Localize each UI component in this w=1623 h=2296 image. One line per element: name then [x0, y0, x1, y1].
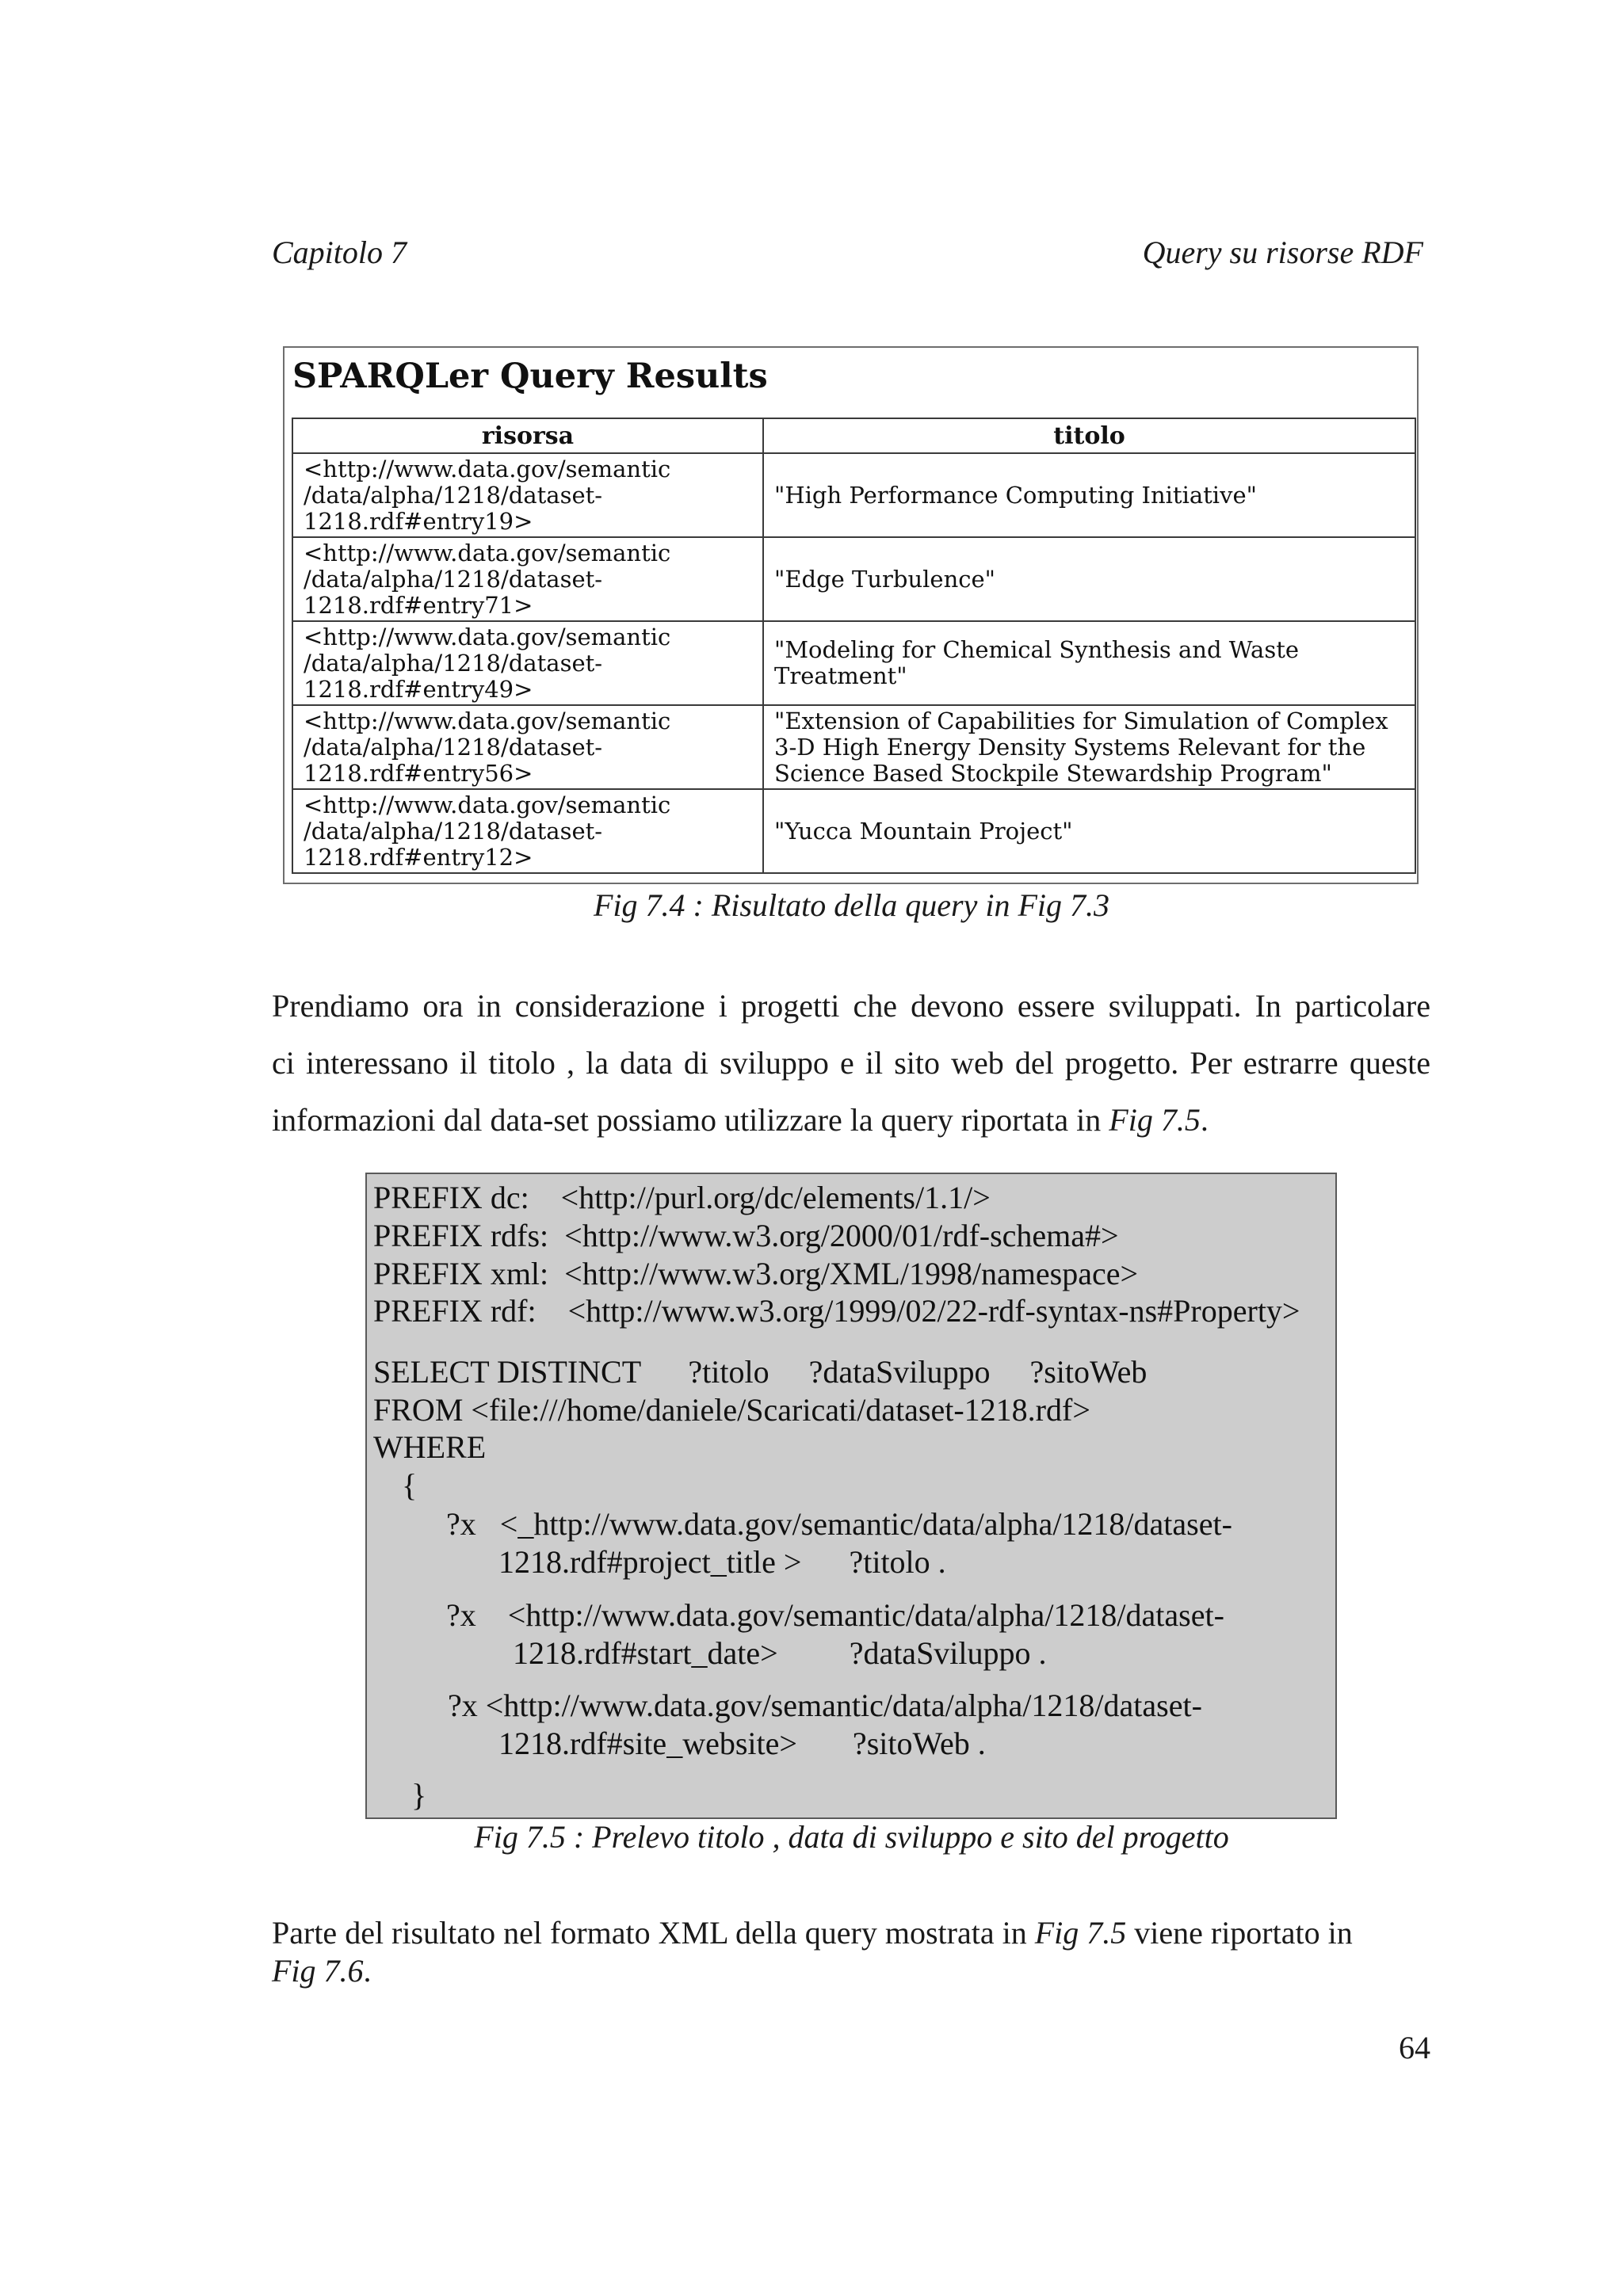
column-header-risorsa: risorsa: [292, 418, 763, 453]
running-header-section: Query su risorse RDF: [1142, 235, 1423, 270]
code-line-triple-1b: 1218.rdf#project_title > ?titolo .: [498, 1544, 946, 1580]
figure-reference: Fig 7.5: [1034, 1915, 1127, 1951]
body-paragraph: [272, 978, 1430, 1149]
code-line-triple-3a: ?x <http://www.data.gov/semantic/data/alpha/1218/dataset-: [448, 1688, 1202, 1723]
uri-line: /data/alpha/1218/dataset-: [304, 565, 603, 593]
code-line-where: WHERE: [373, 1429, 487, 1465]
risorsa-cell: [292, 537, 763, 621]
sparql-query-code-box: [365, 1173, 1337, 1819]
risorsa-cell: [292, 453, 763, 537]
running-header-chapter: Capitolo 7: [272, 235, 407, 270]
uri-line: 1218.rdf#entry19>: [304, 507, 533, 535]
paragraph-line: [272, 1092, 1430, 1149]
table-row: [292, 705, 1415, 789]
code-line-triple-2a: ?x <http://www.data.gov/semantic/data/alpha/1218/dataset-: [446, 1597, 1224, 1633]
table-row: [292, 453, 1415, 537]
risorsa-cell: [292, 621, 763, 705]
code-line-triple-2b: 1218.rdf#start_date> ?dataSviluppo .: [513, 1635, 1047, 1671]
sparqler-results-figure: [283, 346, 1419, 884]
code-line-from: FROM <file:///home/daniele/Scaricati/dataset-1218.rdf>: [373, 1392, 1090, 1428]
figure-reference: Fig 7.5: [1109, 1102, 1201, 1138]
column-header-titolo: titolo: [763, 418, 1415, 453]
risorsa-cell: [292, 789, 763, 873]
body-paragraph-2: [272, 1914, 1430, 1990]
paragraph-punctuation: .: [363, 1953, 372, 1989]
paragraph-line: ci interessano il titolo , la data di sviluppo e il sito web del progetto. Per estrarre queste: [272, 1045, 1430, 1081]
code-line-prefix-rdf: PREFIX rdf: <http://www.w3.org/1999/02/22-rdf-syntax-ns#Property>: [373, 1293, 1300, 1329]
uri-line: 1218.rdf#entry49>: [304, 675, 533, 703]
page-number: 64: [1399, 2030, 1430, 2065]
table-row: [292, 789, 1415, 873]
uri-line: /data/alpha/1218/dataset-: [304, 817, 603, 845]
titolo-cell: "Edge Turbulence": [763, 537, 1415, 621]
uri-line: 1218.rdf#entry56>: [304, 759, 533, 787]
figure-caption-7-4: Fig 7.4 : Risultato della query in Fig 7.3: [593, 887, 1110, 923]
uri-line: /data/alpha/1218/dataset-: [304, 733, 603, 761]
code-line-select: SELECT DISTINCT ?titolo ?dataSviluppo ?sitoWeb: [373, 1354, 1148, 1390]
code-line-close-brace: }: [411, 1777, 427, 1813]
uri-line: /data/alpha/1218/dataset-: [304, 649, 603, 677]
table-row: [292, 537, 1415, 621]
code-line-prefix-xml: PREFIX xml: <http://www.w3.org/XML/1998/namespace>: [373, 1256, 1139, 1291]
titolo-cell: "High Performance Computing Initiative": [763, 453, 1415, 537]
paragraph-text: viene riportato in: [1126, 1915, 1353, 1951]
code-line-prefix-rdfs: PREFIX rdfs: <http://www.w3.org/2000/01/rdf-schema#>: [373, 1218, 1119, 1253]
paragraph-punctuation: .: [1200, 1102, 1209, 1138]
titolo-cell: "Extension of Capabilities for Simulation of Complex 3-D High Energy Density Systems Relevant for the Science Based Stockpile Stewardship Program": [763, 705, 1415, 789]
table-row: [292, 621, 1415, 705]
results-table: [292, 418, 1416, 874]
uri-line: <http://www.data.gov/semantic: [304, 791, 671, 818]
results-header-row: [292, 418, 1415, 453]
titolo-cell: "Modeling for Chemical Synthesis and Waste Treatment": [763, 621, 1415, 705]
uri-line: 1218.rdf#entry12>: [304, 843, 533, 871]
figure-caption-7-5: Fig 7.5 : Prelevo titolo , data di sviluppo e sito del progetto: [474, 1819, 1229, 1855]
paragraph-line: Prendiamo ora in considerazione i progetti che devono essere sviluppati. In particolare: [272, 988, 1430, 1024]
code-line-triple-3b: 1218.rdf#site_website> ?sitoWeb .: [498, 1726, 986, 1761]
uri-line: <http://www.data.gov/semantic: [304, 539, 671, 566]
titolo-cell: "Yucca Mountain Project": [763, 789, 1415, 873]
code-line-open-brace: {: [402, 1467, 418, 1503]
uri-line: /data/alpha/1218/dataset-: [304, 481, 603, 509]
uri-line: <http://www.data.gov/semantic: [304, 707, 671, 734]
uri-line: <http://www.data.gov/semantic: [304, 623, 671, 650]
results-title: SPARQLer Query Results: [292, 357, 768, 396]
uri-line: 1218.rdf#entry71>: [304, 591, 533, 619]
paragraph-text: Parte del risultato nel formato XML della query mostrata in: [272, 1915, 1035, 1951]
code-line-prefix-dc: PREFIX dc: <http://purl.org/dc/elements/1.1/>: [373, 1180, 991, 1215]
figure-reference: Fig 7.6: [272, 1953, 364, 1989]
uri-line: <http://www.data.gov/semantic: [304, 455, 671, 482]
paragraph-text: informazioni dal data-set possiamo utilizzare la query riportata in: [272, 1102, 1109, 1138]
risorsa-cell: [292, 705, 763, 789]
code-line-triple-1a: ?x <_http://www.data.gov/semantic/data/alpha/1218/dataset-: [446, 1506, 1232, 1542]
